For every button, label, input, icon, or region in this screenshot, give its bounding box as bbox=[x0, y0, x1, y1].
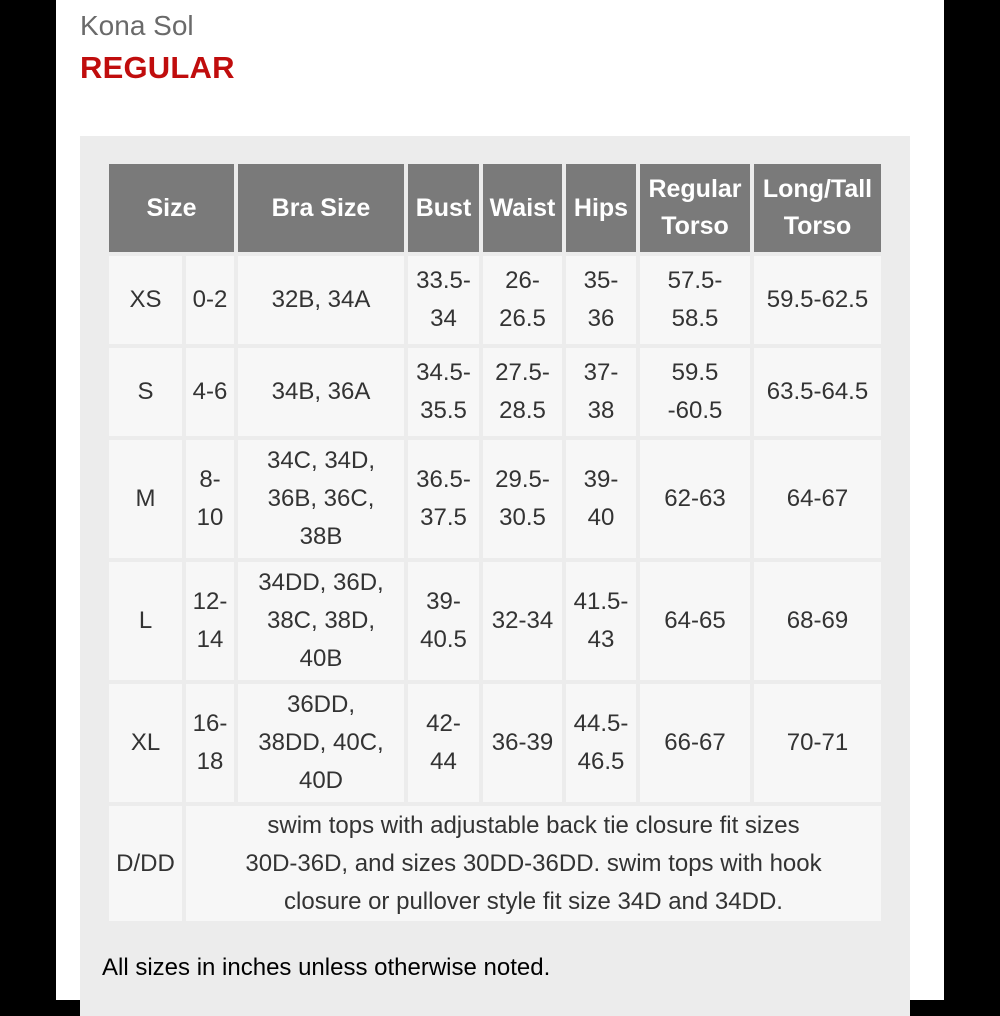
cell-numeric-size bbox=[186, 256, 234, 344]
cell-line: 40 bbox=[587, 504, 615, 531]
cell-line: 29.5- bbox=[495, 466, 550, 493]
cell-line: 36-39 bbox=[491, 729, 554, 756]
header-line: Regular bbox=[648, 175, 742, 203]
column-header-regular-torso bbox=[640, 164, 750, 252]
header-line: Long/Tall bbox=[762, 175, 873, 203]
units-footnote: All sizes in inches unless otherwise noted. bbox=[102, 954, 551, 981]
cell-line: 41.5- bbox=[573, 588, 629, 615]
cell-line: 66-67 bbox=[664, 729, 726, 756]
cell-line: 46.5 bbox=[577, 748, 625, 775]
cell-long-torso bbox=[754, 562, 881, 680]
cell-hips bbox=[566, 348, 636, 436]
brand-name: Kona Sol bbox=[80, 10, 194, 41]
cell-regular-torso bbox=[640, 256, 750, 344]
cell-line: 36DD, bbox=[286, 691, 356, 718]
cell-line: 37.5 bbox=[420, 504, 467, 531]
cell-numeric-size bbox=[186, 348, 234, 436]
column-header-size bbox=[109, 164, 234, 252]
cell-size: XS bbox=[109, 256, 182, 344]
cell-numeric-size bbox=[186, 440, 234, 558]
cell-line: 14 bbox=[196, 626, 224, 653]
cell-size: XL bbox=[109, 684, 182, 802]
cell-line: 38B bbox=[299, 523, 343, 550]
cell-line: 57.5- bbox=[667, 267, 723, 294]
table-row bbox=[109, 256, 881, 344]
cell-line: 68-69 bbox=[786, 607, 849, 634]
note-line: swim tops with adjustable back tie closure fit sizes bbox=[267, 811, 800, 839]
header-line: Waist bbox=[489, 193, 556, 222]
cell-line: 33.5- bbox=[416, 267, 471, 294]
header-row bbox=[109, 164, 881, 252]
cell-line: 44 bbox=[430, 748, 457, 775]
cell-bra-size bbox=[238, 348, 404, 436]
cell-line: 59.5-62.5 bbox=[766, 286, 869, 313]
column-header-bust bbox=[408, 164, 479, 252]
column-header-bra-size bbox=[238, 164, 404, 252]
cell-line: 34.5- bbox=[416, 359, 471, 386]
table-row bbox=[109, 348, 881, 436]
cell-line: 34C, 34D, bbox=[266, 447, 376, 474]
header-line: Bust bbox=[415, 193, 472, 222]
cell-line: 18 bbox=[196, 748, 224, 775]
note-line: 30D-36D, and sizes 30DD-36DD. swim tops with hook bbox=[245, 849, 822, 877]
cell-size: S bbox=[109, 348, 182, 436]
cell-line: 59.5 bbox=[671, 359, 719, 386]
column-header-long-tall-torso bbox=[754, 164, 881, 252]
cell-hips bbox=[566, 562, 636, 680]
cell-regular-torso bbox=[640, 348, 750, 436]
cell-line: 4-6 bbox=[192, 378, 228, 405]
cell-line: 35- bbox=[583, 267, 619, 294]
cell-line: -60.5 bbox=[667, 397, 723, 424]
cell-line: 64-67 bbox=[786, 485, 849, 512]
cell-line: 42- bbox=[426, 710, 461, 737]
cell-hips bbox=[566, 256, 636, 344]
header-line: Hips bbox=[573, 193, 629, 222]
cell-line: 38DD, 40C, bbox=[258, 729, 384, 756]
cell-long-torso bbox=[754, 684, 881, 802]
cell-hips bbox=[566, 684, 636, 802]
cell-line: 28.5 bbox=[499, 397, 546, 424]
cell-line: 63.5-64.5 bbox=[766, 378, 869, 405]
cell-waist bbox=[483, 562, 562, 680]
cell-line: 39- bbox=[426, 588, 461, 615]
table-row bbox=[109, 440, 881, 558]
table-row bbox=[109, 684, 881, 802]
cell-line: 43 bbox=[587, 626, 615, 653]
cell-waist bbox=[483, 348, 562, 436]
cell-line: 36B, 36C, bbox=[267, 485, 375, 512]
cell-waist bbox=[483, 440, 562, 558]
cell-line: 40.5 bbox=[420, 626, 467, 653]
column-header-waist bbox=[483, 164, 562, 252]
cell-line: 44.5- bbox=[573, 710, 629, 737]
cell-bra-size bbox=[238, 440, 404, 558]
cell-waist bbox=[483, 684, 562, 802]
cell-line: 8- bbox=[199, 466, 221, 493]
cell-bust bbox=[408, 348, 479, 436]
cell-cup-label: D/DD bbox=[109, 806, 182, 921]
cell-line: 40B bbox=[299, 645, 343, 672]
cell-line: 26.5 bbox=[499, 305, 546, 332]
size-chart-page bbox=[56, 0, 944, 1000]
header-line: Torso bbox=[661, 212, 729, 240]
header-line: Size bbox=[146, 193, 197, 222]
cell-line: 40D bbox=[298, 767, 344, 794]
header-line: Torso bbox=[783, 212, 852, 240]
cell-numeric-size bbox=[186, 684, 234, 802]
cell-line: 32B, 34A bbox=[271, 286, 371, 313]
cell-numeric-size bbox=[186, 562, 234, 680]
cell-line: 64-65 bbox=[664, 607, 726, 634]
cell-line: 37- bbox=[583, 359, 619, 386]
cell-regular-torso bbox=[640, 562, 750, 680]
cell-regular-torso bbox=[640, 684, 750, 802]
cell-long-torso bbox=[754, 440, 881, 558]
cell-line: 12- bbox=[192, 588, 228, 615]
cell-waist bbox=[483, 256, 562, 344]
cell-line: 0-2 bbox=[192, 286, 228, 313]
cell-bra-size bbox=[238, 562, 404, 680]
cell-line: 32-34 bbox=[491, 607, 554, 634]
cell-regular-torso bbox=[640, 440, 750, 558]
cell-bust bbox=[408, 440, 479, 558]
cell-cup-note bbox=[186, 806, 881, 921]
cell-bust bbox=[408, 562, 479, 680]
size-chart-panel bbox=[80, 136, 910, 1016]
note-line: closure or pullover style fit size 34D and 34DD. bbox=[284, 887, 783, 915]
cell-line: 38 bbox=[587, 397, 615, 424]
cell-line: 34 bbox=[430, 305, 457, 332]
cell-line: 62-63 bbox=[664, 485, 726, 512]
cell-line: 30.5 bbox=[499, 504, 546, 531]
cell-line: 39- bbox=[583, 466, 619, 493]
fit-category-title: REGULAR bbox=[80, 50, 235, 85]
cell-bra-size bbox=[238, 684, 404, 802]
cell-line: 10 bbox=[196, 504, 224, 531]
cell-line: 16- bbox=[192, 710, 228, 737]
cell-line: 35.5 bbox=[420, 397, 467, 424]
cup-size-note-row bbox=[109, 806, 881, 921]
cell-size: M bbox=[109, 440, 182, 558]
size-chart-table bbox=[105, 160, 885, 925]
cell-line: 36 bbox=[587, 305, 615, 332]
cell-line: 70-71 bbox=[786, 729, 849, 756]
column-header-hips bbox=[566, 164, 636, 252]
cell-hips bbox=[566, 440, 636, 558]
cell-line: 34DD, 36D, bbox=[258, 569, 384, 596]
cell-line: 34B, 36A bbox=[271, 378, 371, 405]
table-row bbox=[109, 562, 881, 680]
cell-bra-size bbox=[238, 256, 404, 344]
header-line: Bra Size bbox=[271, 193, 371, 222]
cell-long-torso bbox=[754, 348, 881, 436]
cell-line: 58.5 bbox=[671, 305, 719, 332]
cell-line: 36.5- bbox=[416, 466, 471, 493]
cell-size: L bbox=[109, 562, 182, 680]
cell-line: 27.5- bbox=[495, 359, 550, 386]
cell-bust bbox=[408, 256, 479, 344]
cell-line: 26- bbox=[505, 267, 540, 294]
cell-bust bbox=[408, 684, 479, 802]
cell-line: 38C, 38D, bbox=[266, 607, 376, 634]
cell-long-torso bbox=[754, 256, 881, 344]
